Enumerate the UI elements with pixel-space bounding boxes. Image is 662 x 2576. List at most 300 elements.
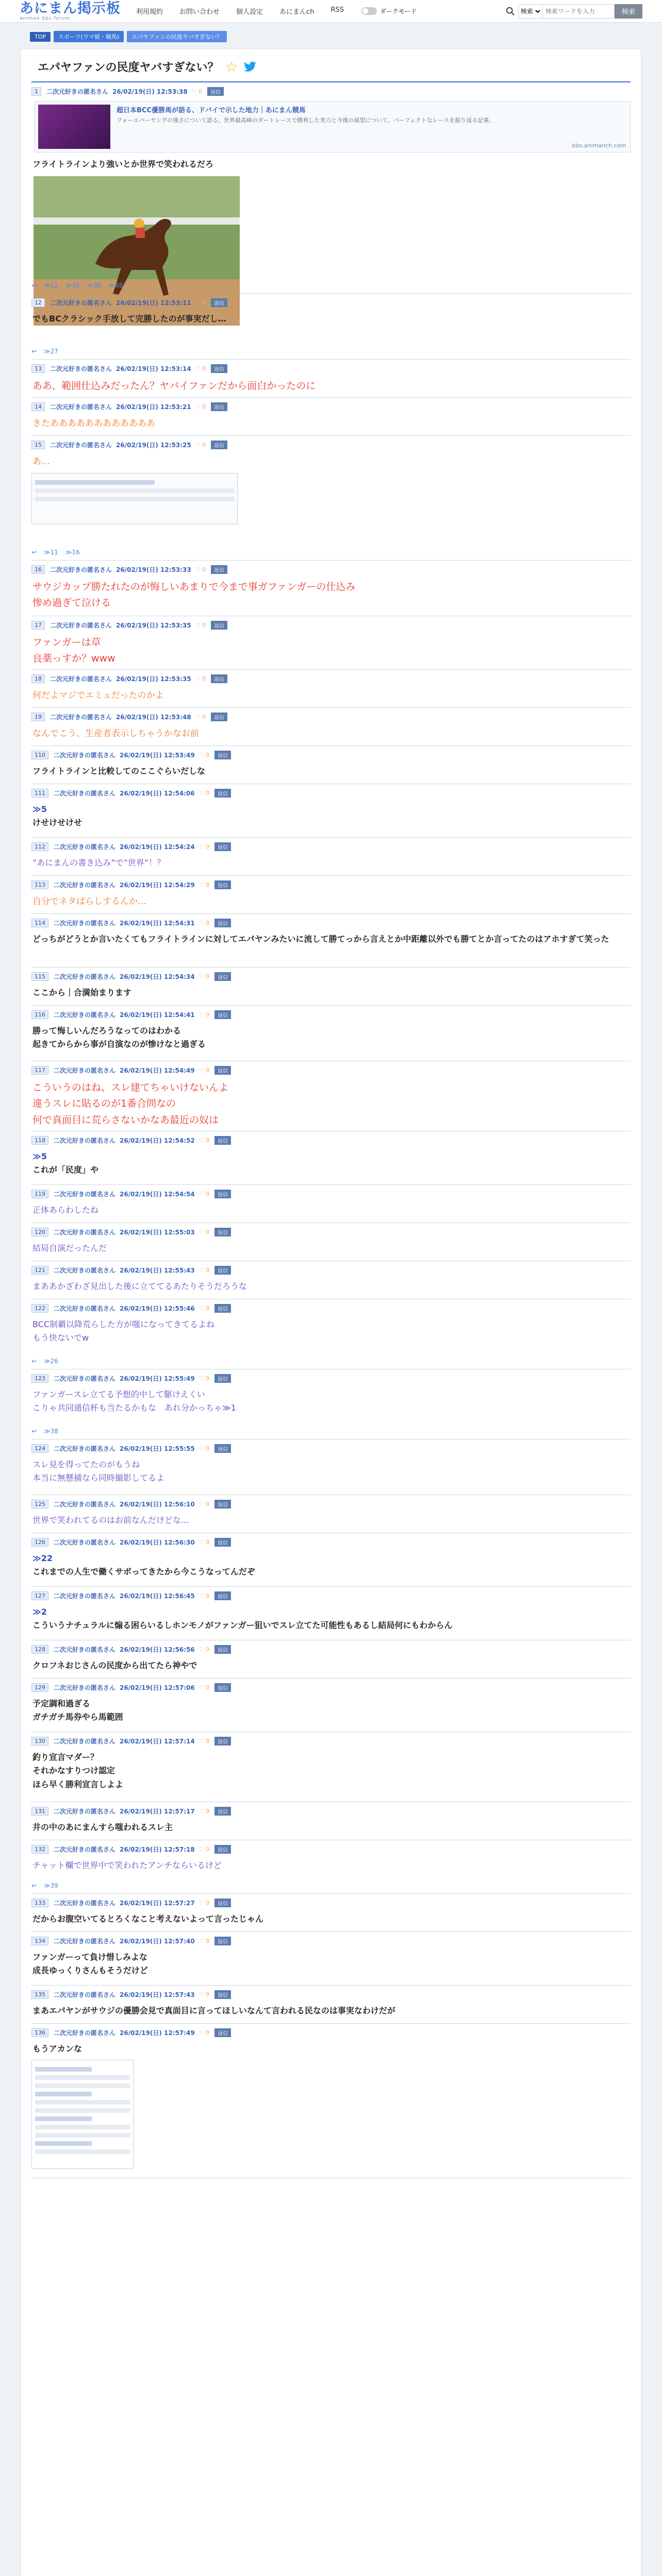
post-number[interactable]: 118 [31,1136,48,1145]
poster-name: 二次元好きの匿名さん [50,299,112,307]
post-number[interactable]: 134 [31,1937,48,1945]
post [31,2024,631,2178]
reply-link[interactable]: ≫12 [44,282,58,289]
post-header [31,674,631,683]
twitter-share-icon[interactable] [243,61,257,73]
post-header [31,880,631,889]
post-text-line: サウジカップ勝たれたのが悔しいあまりで今まで事ガファンガーの仕込み [32,581,356,592]
post-date: 26/02/19(日) 12:53:35 [116,621,191,629]
reply-button[interactable]: 返信 [214,1683,231,1692]
post-date: 26/02/19(日) 12:57:43 [120,1991,195,1998]
poster-name: 二次元好きの匿名さん [54,1011,116,1019]
post-number[interactable]: 126 [31,1538,48,1547]
nav-rss[interactable]: RSS [330,6,344,14]
post-text-line: でもBCクラシック手放して完勝したのが事実だし… [32,314,226,324]
reply-button[interactable]: 返信 [214,1444,231,1453]
post-number[interactable]: 18 [31,674,45,683]
like-count: 0 [206,1538,210,1546]
reply-button[interactable]: 返信 [214,1990,231,1999]
reply-button[interactable]: 返信 [207,87,224,96]
search-input[interactable] [542,4,615,19]
like-button[interactable] [199,1938,209,1944]
post-text-line: フライトラインと比較してのここぐらいだしな [32,766,206,776]
reply-button[interactable]: 返信 [214,1538,231,1547]
reply-anchor-link[interactable]: ≫5 [32,1151,47,1161]
heart-icon: ♡ [198,1737,206,1744]
post-body [31,152,631,171]
post-number[interactable]: 124 [31,1444,48,1453]
reply-button[interactable]: 返信 [211,364,227,373]
post [31,436,631,561]
search-type-select[interactable] [518,4,542,19]
post-text-line: フライトラインより強いとか世界で笑われるだろ [32,159,214,169]
reply-button[interactable]: 返信 [214,1136,231,1145]
poster-name: 二次元好きの匿名さん [54,1646,116,1653]
post [31,1299,631,1369]
post-text-line: これまでの人生で働くサボってきたから今こうなってんだぞ [32,1567,255,1577]
reply-button[interactable]: 返信 [211,621,227,630]
post-text-line: 予定調和過ぎる [32,1699,91,1708]
reply-button[interactable]: 返信 [214,1500,231,1509]
search-area [506,4,642,19]
poster-name: 二次元好きの匿名さん [46,88,109,95]
post-number[interactable]: 122 [31,1304,48,1313]
post-header [31,440,631,449]
reply-button[interactable]: 返信 [211,402,227,411]
post-text-line: 起きてからから事が自演なのが惨けなと過ぎる [32,1039,206,1049]
post-header [31,1736,631,1745]
like-count: 0 [202,299,206,306]
post [31,708,631,746]
reply-link[interactable]: ≫39 [44,1882,58,1889]
post-number[interactable]: 14 [31,402,45,411]
post-number[interactable]: 132 [31,1845,48,1854]
post-body [31,1275,631,1293]
top-nav [136,6,360,16]
reply-button[interactable]: 返信 [211,674,227,683]
post-number[interactable]: 131 [31,1807,48,1816]
reply-button[interactable]: 返信 [214,1737,231,1745]
post-body [31,1600,631,1633]
like-button[interactable] [199,1305,209,1312]
like-button[interactable] [199,1501,209,1507]
post-body [31,1854,631,1872]
post-date: 26/02/19(日) 12:54:52 [120,1137,195,1144]
site-logo[interactable] [20,2,121,21]
post-text-line: こりゃ共同通信杯も当たるかもな あれ分かっちゃ≫1 [32,1403,236,1413]
like-count: 0 [206,1684,210,1691]
post [31,1261,631,1299]
post [31,82,631,294]
like-count: 0 [206,1646,210,1653]
post-number[interactable]: 114 [31,919,48,927]
like-button[interactable] [199,843,209,850]
post [31,561,631,616]
post [31,1840,631,1894]
like-count: 0 [206,2029,210,2036]
post-text-line: こういうナチュラルに煽る困らいるしホンモノがファンガー狙いでスレ立てた可能性もあるし結局何にもわからん [32,1620,453,1631]
post-body [31,1313,631,1345]
like-count: 0 [206,1266,210,1274]
poster-name: 二次元好きの匿名さん [54,751,116,759]
poster-name: 二次元好きの匿名さん [54,1304,116,1312]
post-body [31,1654,631,1672]
heart-icon: ♡ [198,789,206,796]
post-text-line: クロフネおじさんの民度から出てたら神やで [32,1660,197,1670]
poster-name: 二次元好きの匿名さん [54,1445,116,1452]
like-count: 0 [206,1228,210,1235]
like-button[interactable] [199,1375,209,1382]
post [31,1679,631,1732]
poster-name: 二次元好きの匿名さん [54,1190,116,1198]
thread-title-bar [31,49,631,82]
post-number[interactable]: 121 [31,1266,48,1275]
like-button[interactable] [199,2029,209,2036]
reply-arrow-icon: ↩ [31,1358,37,1365]
post-date: 26/02/19(日) 12:57:18 [120,1845,195,1853]
like-button[interactable] [199,1011,209,1018]
search-icon [506,7,515,16]
like-button[interactable] [199,1900,209,1906]
poster-name: 二次元好きの匿名さん [54,973,116,980]
like-count: 0 [206,1137,210,1144]
post-body [31,1945,631,1978]
post-number[interactable]: 133 [31,1899,48,1907]
like-count: 0 [202,713,206,720]
post-number[interactable]: 125 [31,1500,48,1509]
post-number[interactable]: 128 [31,1645,48,1654]
poster-name: 二次元好きの匿名さん [54,1684,116,1691]
post-date: 26/02/19(日) 12:57:17 [120,1807,195,1815]
reply-button[interactable]: 返信 [214,1937,231,1945]
reply-button[interactable]: 返信 [211,713,227,721]
reply-button[interactable]: 返信 [214,789,231,798]
post [31,1223,631,1261]
screenshot-image[interactable] [31,2060,134,2169]
post-number[interactable]: 1 [31,87,41,96]
post-number[interactable]: 16 [31,565,45,574]
reply-anchor-link[interactable]: ≫2 [32,1607,47,1617]
reply-link[interactable]: ≫88 [108,282,123,289]
heart-icon: ♡ [198,1445,206,1452]
post-number[interactable]: 110 [31,751,48,759]
post-date: 26/02/19(日) 12:57:27 [120,1899,195,1907]
post-number[interactable]: 12 [31,298,45,307]
like-count: 0 [206,973,210,980]
post-date: 26/02/19(日) 12:57:06 [120,1684,195,1691]
like-button[interactable] [195,714,206,720]
post-date: 26/02/19(日) 12:54:41 [120,1011,195,1019]
reply-button[interactable]: 返信 [211,565,227,574]
post-date: 26/02/19(日) 12:54:49 [120,1066,195,1074]
poster-name: 二次元好きの匿名さん [54,1592,116,1600]
post-text-line: なんでこう、生産者表示しちゃうかなお前 [32,728,199,739]
post-date: 26/02/19(日) 12:55:49 [120,1375,195,1382]
reply-link[interactable]: ≫11 [44,549,58,556]
post-text-line: ファンガースレ立てる予想的中して駆けえくい [32,1389,205,1399]
heart-icon: ♡ [198,1011,206,1018]
reply-link[interactable]: ≫45 [65,282,80,289]
like-button[interactable] [199,1191,209,1197]
heart-icon: ♡ [195,675,203,682]
post-date: 26/02/19(日) 12:57:40 [120,1937,195,1945]
poster-name: 二次元好きの匿名さん [50,675,112,683]
breadcrumb-current[interactable]: エパヤファンの民度ヤバすぎない？ [127,31,227,42]
like-button[interactable] [195,299,206,306]
post-number[interactable]: 111 [31,789,48,798]
reply-anchor-link[interactable]: ≫5 [32,804,47,814]
post-text-line: ほら早く勝利宣言しよよ [32,1779,124,1789]
like-button[interactable] [199,882,209,888]
reply-anchor-link[interactable]: ≫22 [32,1553,53,1563]
like-count: 0 [206,1937,210,1944]
post-number[interactable]: 13 [31,364,45,373]
heart-icon: ♡ [195,365,203,372]
post-number[interactable]: 15 [31,440,45,449]
post-number[interactable]: 113 [31,880,48,889]
like-button[interactable] [199,1684,209,1691]
like-button[interactable] [199,973,209,980]
like-button[interactable] [195,442,206,448]
like-button[interactable] [199,920,209,926]
post-body [31,981,631,999]
reply-button[interactable]: 返信 [214,2028,231,2037]
like-count: 0 [206,1899,210,1906]
post-body [31,307,631,326]
post-number[interactable]: 120 [31,1228,48,1236]
reply-button[interactable]: 返信 [214,1190,231,1198]
like-count: 0 [206,1845,210,1853]
post-body [31,683,631,703]
reply-button[interactable]: 返信 [214,1591,231,1600]
like-button[interactable] [199,1445,209,1452]
like-button[interactable] [199,1846,209,1853]
reply-arrow-icon: ↩ [31,1428,37,1435]
quoted-post-embed[interactable] [31,473,238,524]
post-body [31,1075,631,1128]
post-number[interactable]: 136 [31,2028,48,2037]
like-button[interactable] [195,365,206,372]
heart-icon: ♡ [198,1899,206,1906]
post-text-line: それかなすりつけ認定 [32,1766,115,1776]
poster-name: 二次元好きの匿名さん [54,789,116,797]
post-date: 26/02/19(日) 12:56:30 [120,1538,195,1546]
post [31,1894,631,1932]
breadcrumb-top[interactable]: TOP [30,32,51,42]
like-count: 0 [202,365,206,372]
like-button[interactable] [195,622,206,629]
post-number[interactable]: 115 [31,972,48,981]
post-body [31,1236,631,1255]
post-number[interactable]: 123 [31,1374,48,1383]
poster-name: 二次元好きの匿名さん [54,1991,116,1998]
post-number[interactable]: 130 [31,1737,48,1745]
post-header [31,1136,631,1145]
heart-icon: ♡ [198,1807,206,1815]
reply-button[interactable]: 返信 [214,1807,231,1816]
post [31,616,631,670]
post [31,670,631,708]
like-button[interactable] [199,1646,209,1653]
heart-icon: ♡ [198,881,206,888]
like-count: 0 [206,1500,210,1507]
site-header [0,0,662,23]
like-button[interactable] [199,1539,209,1546]
post-number[interactable]: 119 [31,1190,48,1198]
post-text-line: 釣り宣言マダー？ [32,1752,99,1762]
reply-button[interactable]: 返信 [214,919,231,927]
link-card-site: bbs.animanch.com [572,142,626,149]
link-card[interactable] [35,101,631,152]
post-header [31,1537,631,1547]
like-button[interactable] [199,1137,209,1144]
like-button[interactable] [199,790,209,796]
heart-icon: ♡ [198,1592,206,1599]
reply-button[interactable]: 返信 [214,842,231,851]
search-button[interactable]: 検索 [615,4,642,19]
post-header [31,1683,631,1692]
reply-button[interactable]: 返信 [211,298,227,307]
like-button[interactable] [199,1808,209,1815]
post [31,784,631,838]
poster-name: 二次元好きの匿名さん [54,1375,116,1382]
reply-link[interactable]: ≫27 [44,348,58,355]
post-header [31,1010,631,1019]
nav-terms[interactable]: 利用規約 [136,8,163,16]
post-number[interactable]: 127 [31,1591,48,1600]
like-button[interactable] [199,1592,209,1599]
nav-animanch[interactable]: あにまんch [279,8,315,16]
post-text-line: けせけせけせ [32,818,82,828]
post-header [31,1265,631,1275]
post-body [31,1509,631,1527]
nav-contact[interactable]: お問い合わせ [179,8,220,16]
post-header [31,402,631,411]
like-button[interactable] [199,752,209,758]
reply-button[interactable]: 返信 [214,751,231,759]
post-number[interactable]: 117 [31,1066,48,1075]
poster-name: 二次元好きの匿名さん [54,1737,116,1745]
post-number[interactable]: 116 [31,1010,48,1019]
post-header [31,1936,631,1945]
reply-button[interactable]: 返信 [214,1266,231,1275]
post-body [31,1547,631,1579]
post [31,1131,631,1185]
reply-link[interactable]: ≫16 [65,549,80,556]
post-text-line: 良薬っすか？www [32,653,115,665]
post [31,1640,631,1679]
post-body [31,449,631,469]
reply-link[interactable]: ≫86 [87,282,102,289]
reply-link[interactable]: ≫38 [44,1428,58,1435]
like-count: 0 [198,88,203,95]
post-body [31,1383,631,1415]
post-text-line: これが「民度」や [32,1165,99,1175]
like-button[interactable] [199,1267,209,1274]
link-card-desc: フォーエバーヤングの強さについて語る。世界最高峰のダートレースで勝利した実力と今後の展望について。パーフェクトなレースを振り返る記事。 [117,117,495,124]
post-text-line: 井の中のあにまんすら嗤われるスレ主 [32,1822,173,1832]
post-text-line: まあエパヤンがサウジの優勝会見で真面目に言ってほしいなんて言われる民なのは事実なわけだが [32,2006,395,2015]
post-text-line: BCC制覇以降荒らした方が嗤になってきてるよね [32,1319,215,1329]
post-date: 26/02/19(日) 12:53:25 [116,441,191,449]
reply-button[interactable]: 返信 [214,1645,231,1654]
darkmode-toggle[interactable] [361,7,417,15]
reply-button[interactable]: 返信 [214,1066,231,1075]
poster-name: 二次元好きの匿名さん [54,1137,116,1144]
post-date: 26/02/19(日) 12:56:45 [120,1592,195,1600]
post-number[interactable]: 112 [31,842,48,851]
breadcrumb-category[interactable]: スポーツ(ウマ娘・競馬) [54,31,124,42]
post-number[interactable]: 17 [31,621,45,630]
post-list [31,82,631,2178]
post-number[interactable]: 135 [31,1990,48,1999]
post-number[interactable]: 19 [31,713,45,721]
post [31,914,631,968]
post-date: 26/02/19(日) 12:54:54 [120,1190,195,1198]
post-body [31,1198,631,1217]
reply-button[interactable]: 返信 [214,880,231,889]
post-header [31,2028,631,2037]
reply-button[interactable]: 返信 [214,972,231,981]
heart-icon: ♡ [198,1228,206,1235]
post-body [31,1453,631,1485]
post-number[interactable]: 129 [31,1683,48,1692]
toggle-switch[interactable] [361,7,377,15]
like-button[interactable] [195,403,206,410]
poster-name: 二次元好きの匿名さん [50,403,112,411]
post-header [31,1444,631,1453]
post-body [31,411,631,431]
post-footer [31,1428,65,1435]
heart-icon: ♡ [198,2029,206,2036]
reply-button[interactable]: 返信 [211,440,227,449]
post [31,1732,631,1802]
reply-arrow-icon: ↩ [31,282,37,289]
like-button[interactable] [192,88,202,95]
post-header [31,1806,631,1816]
like-button[interactable] [199,1991,209,1998]
like-button[interactable] [199,1067,209,1074]
like-button[interactable] [195,566,206,573]
nav-settings[interactable]: 個人設定 [236,8,263,16]
favorite-star-icon[interactable]: ☆ [225,58,238,75]
reply-button[interactable]: 返信 [214,1899,231,1907]
post-text-line: あ… [32,456,50,467]
post-text-line: ああ、範囲仕込みだったん？ヤバイファンだから面白かったのに [32,380,316,392]
reply-button[interactable]: 返信 [214,1304,231,1313]
post-date: 26/02/19(日) 12:55:46 [120,1304,195,1312]
reply-button[interactable]: 返信 [214,1374,231,1383]
post-date: 26/02/19(日) 12:56:56 [120,1646,195,1653]
poster-name: 二次元好きの匿名さん [50,365,112,372]
like-button[interactable] [195,675,206,682]
poster-name: 二次元好きの匿名さん [54,1807,116,1815]
post-body [31,851,631,870]
reply-button[interactable]: 返信 [214,1228,231,1236]
post-header [31,1227,631,1236]
darkmode-label: ダークモード [379,8,417,15]
post-date: 26/02/19(日) 12:53:21 [116,403,191,411]
reply-button[interactable]: 返信 [214,1845,231,1854]
like-button[interactable] [199,1738,209,1744]
post [31,1369,631,1439]
reply-link[interactable]: ≫26 [44,1358,58,1365]
reply-button[interactable]: 返信 [214,1010,231,1019]
heart-icon: ♡ [195,621,203,629]
post [31,1185,631,1223]
post-text-line: ここから｜合満始まります [32,988,132,997]
like-button[interactable] [199,1229,209,1235]
